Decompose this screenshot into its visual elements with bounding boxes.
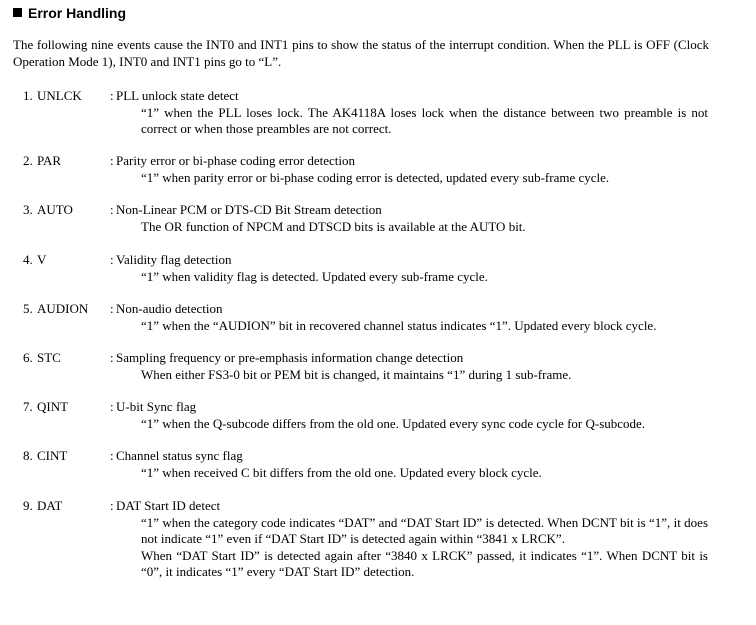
item-description-text: “1” when the “AUDION” bit in recovered channel status indicates “1”. Updated every block cycle. xyxy=(141,317,657,333)
item-name: CINT xyxy=(37,448,68,463)
item-title: Non-audio detection xyxy=(116,301,223,316)
item-description xyxy=(141,318,708,335)
item-number: 2. xyxy=(23,153,33,168)
item-name: UNLCK xyxy=(37,88,82,103)
item-title: DAT Start ID detect xyxy=(116,498,221,513)
item-description xyxy=(141,170,708,187)
item-number: 9. xyxy=(23,498,33,513)
item-colon: : xyxy=(110,448,114,463)
item-colon: : xyxy=(110,399,114,414)
item-description xyxy=(141,219,708,236)
square-bullet-icon xyxy=(13,8,22,17)
item-description xyxy=(141,105,708,138)
item-title: Sampling frequency or pre-emphasis information change detection xyxy=(116,350,464,365)
item-colon: : xyxy=(110,301,114,316)
item-colon: : xyxy=(110,350,114,365)
item-colon: : xyxy=(110,498,114,513)
item-title: PLL unlock state detect xyxy=(116,88,239,103)
item-description-text: “1” when validity flag is detected. Updated every sub-frame cycle. xyxy=(141,268,488,284)
item-number: 3. xyxy=(23,202,33,217)
item-name: AUDION xyxy=(37,301,89,316)
item-description-text: When either FS3-0 bit or PEM bit is changed, it maintains “1” during 1 sub-frame. xyxy=(141,366,572,382)
item-number: 1. xyxy=(23,88,33,103)
item-description xyxy=(141,269,708,286)
item-description xyxy=(141,515,708,581)
item-name: QINT xyxy=(37,399,69,414)
item-description xyxy=(141,416,708,433)
item-description-text: When “DAT Start ID” is detected again after “3840 x LRCK” passed, it indicates “1”. When DCNT bit is “0”, it indicates “1” every “DAT Start ID” detection. xyxy=(141,547,708,579)
item-title: Validity flag detection xyxy=(116,252,232,267)
item-name: STC xyxy=(37,350,61,365)
heading-text: Error Handling xyxy=(28,5,127,21)
item-description-text: “1” when the Q-subcode differs from the old one. Updated every sync code cycle for Q-subcode. xyxy=(141,415,646,431)
item-description xyxy=(141,367,708,384)
item-title: Parity error or bi-phase coding error detection xyxy=(116,153,355,168)
item-title: Non-Linear PCM or DTS-CD Bit Stream detection xyxy=(116,202,382,217)
item-colon: : xyxy=(110,88,114,103)
intro-paragraph: The following nine events cause the INT0 and INT1 pins to show the status of the interrupt condition. When the PLL is OFF (Clock Operation Mode 1), INT0 and INT1 pins go to “L”. xyxy=(13,37,709,69)
section-heading xyxy=(13,3,126,23)
item-number: 4. xyxy=(23,252,33,267)
item-description-text: “1” when parity error or bi-phase coding error is detected, updated every sub-frame cycle. xyxy=(141,169,610,185)
item-name: V xyxy=(37,252,47,267)
item-number: 5. xyxy=(23,301,33,316)
item-description xyxy=(141,465,708,482)
item-title: U-bit Sync flag xyxy=(116,399,197,414)
item-number: 8. xyxy=(23,448,33,463)
item-description-text: “1” when the PLL loses lock. The AK4118A loses lock when the distance between two preamble is not correct or when those preambles are not correct. xyxy=(141,104,708,136)
item-name: AUTO xyxy=(37,202,73,217)
item-number: 6. xyxy=(23,350,33,365)
item-name: PAR xyxy=(37,153,62,168)
item-number: 7. xyxy=(23,399,33,414)
item-description-text: The OR function of NPCM and DTSCD bits is available at the AUTO bit. xyxy=(141,218,526,234)
item-title: Channel status sync flag xyxy=(116,448,243,463)
item-colon: : xyxy=(110,252,114,267)
item-name: DAT xyxy=(37,498,63,513)
item-colon: : xyxy=(110,153,114,168)
item-colon: : xyxy=(110,202,114,217)
item-description-text: “1” when received C bit differs from the old one. Updated every block cycle. xyxy=(141,464,542,480)
item-description-text: “1” when the category code indicates “DAT” and “DAT Start ID” is detected. When DCNT bit is “1”, it does not indicate “1” even if “DAT Start ID” is detected again within “3841 x LRCK”. xyxy=(141,514,708,546)
